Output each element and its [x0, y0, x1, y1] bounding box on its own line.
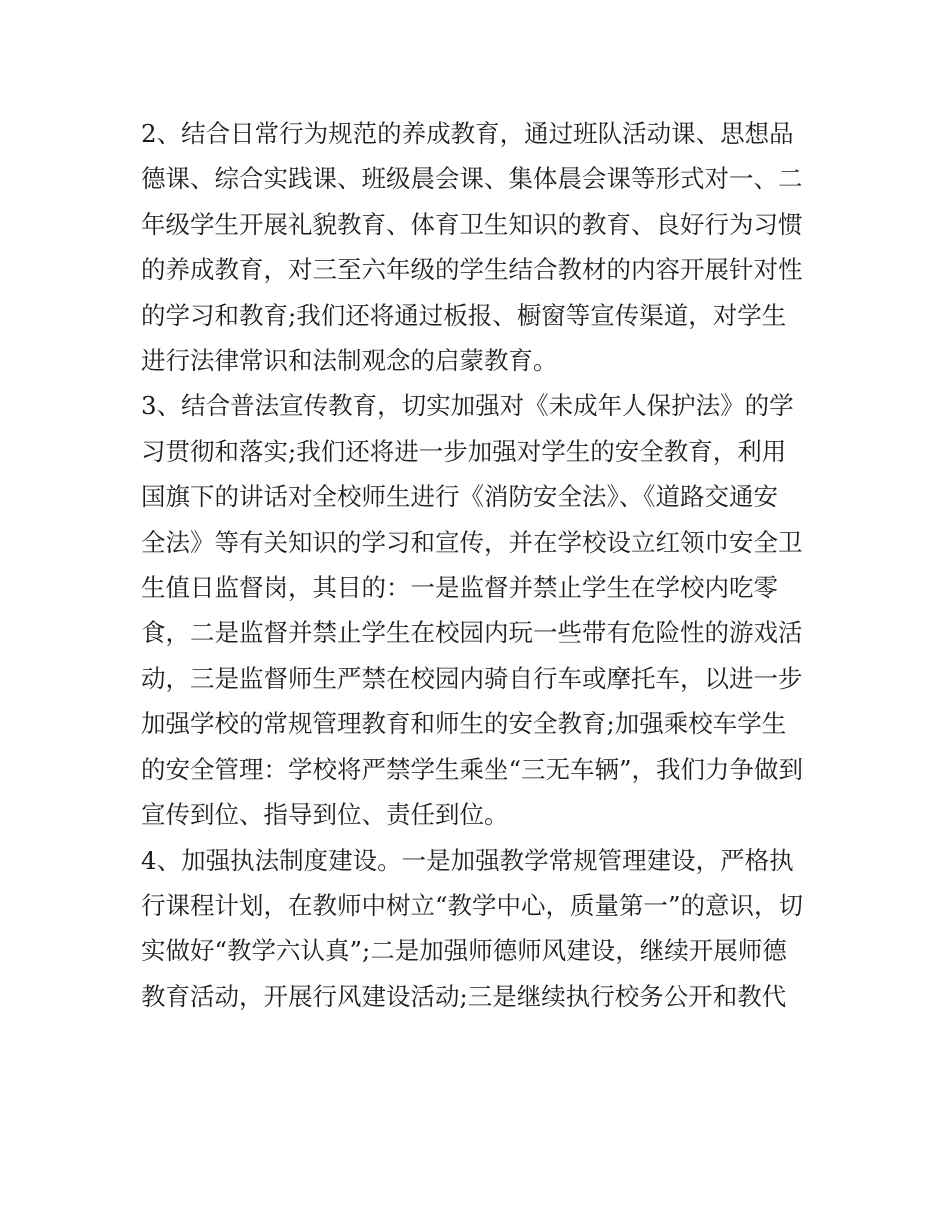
- text-line: 食，二是监督并禁止学生在校园内玩一些带有危险性的游戏活: [141, 618, 803, 648]
- document-body: [141, 111, 813, 1019]
- text-line: 习贯彻和落实;我们还将进一步加强对学生的安全教育，利用: [141, 436, 787, 466]
- text-line: 国旗下的讲话对全校师生进行《消防安全法》、《道路交通安: [141, 482, 778, 512]
- text-line: 2、结合日常行为规范的养成教育，通过班队活动课、思想品: [141, 119, 794, 148]
- text-line: 3、结合普法宣传教育，切实加强对《未成年人保护法》的学: [141, 391, 794, 421]
- text-line: 的养成教育，对三至六年级的学生结合教材的内容开展针对性: [141, 255, 803, 285]
- text-line: 进行法律常识和法制观念的启蒙教育。: [141, 346, 558, 376]
- text-line: 4、加强执法制度建设。一是加强教学常规管理建设，严格执: [141, 845, 794, 875]
- text-line: 宣传到位、指导到位、责任到位。: [141, 800, 509, 830]
- text-line: 实做好“教学六认真”;二是加强师德师风建设，继续开展师德: [141, 936, 787, 966]
- paragraph-4: [141, 838, 813, 1020]
- text-line: 加强学校的常规管理教育和师生的安全教育;加强乘校车学生: [141, 709, 787, 739]
- text-line: 行课程计划，在教师中树立“教学中心，质量第一”的意识，切: [141, 890, 804, 920]
- text-line: 的学习和教育;我们还将通过板报、橱窗等宣传渠道，对学生: [141, 300, 787, 330]
- text-line: 德课、综合实践课、班级晨会课、集体晨会课等形式对一、二: [141, 164, 803, 194]
- text-line: 生值日监督岗，其目的：一是监督并禁止学生在学校内吃零: [141, 573, 778, 603]
- paragraph-3: [141, 383, 813, 837]
- text-line: 的安全管理：学校将严禁学生乘坐“三无车辆”，我们力争做到: [141, 754, 804, 784]
- text-line: 年级学生开展礼貌教育、体育卫生知识的教育、良好行为习惯: [141, 209, 803, 239]
- paragraph-2: [141, 111, 813, 383]
- text-line: 教育活动，开展行风建设活动;三是继续执行校务公开和教代: [141, 981, 787, 1011]
- text-line: 全法》等有关知识的学习和宣传，并在学校设立红领巾安全卫: [141, 527, 803, 557]
- text-line: 动，三是监督师生严禁在校园内骑自行车或摩托车，以进一步: [141, 663, 803, 693]
